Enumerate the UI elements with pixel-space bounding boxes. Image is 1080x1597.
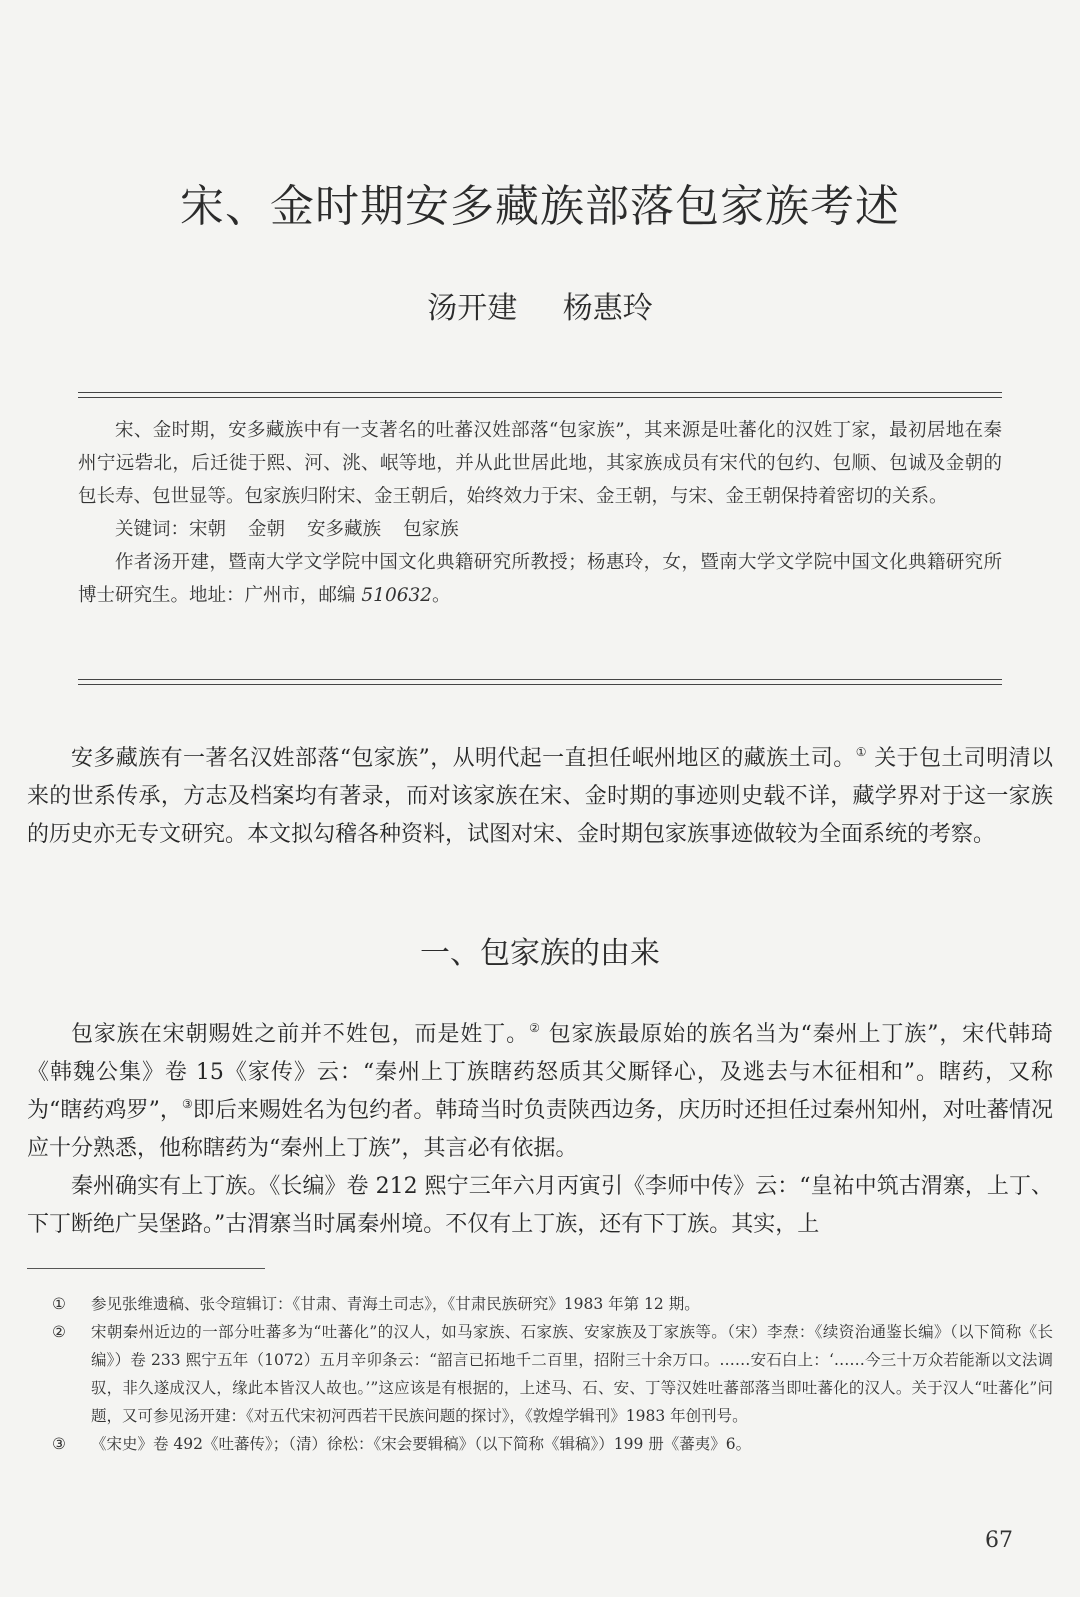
- author-name: 杨惠玲: [562, 291, 653, 326]
- text-run: 包家族最原始的族名当为“秦州上丁族”，宋代韩琦《韩魏公集》卷 15《家传》云：“秦州上丁族瞎药怒质其父厮铎心，及逃去与木征相和”。瞎药，又称为“瞎药鸡罗”，: [27, 1022, 1053, 1123]
- footnote-ref: ③: [181, 1097, 193, 1111]
- keywords-line: [78, 513, 1002, 546]
- text-run: 关于包土司明清以来的世系传承，方志及档案均有著录，而对该家族在宋、金时期的事迹则史载不详，藏学界对于这一家族的历史亦无专文研究。本文拟勾稽各种资料，试图对宋、金时期包家族事迹做较为全面系统的考察。: [27, 746, 1053, 847]
- abstract-top-rule: [78, 392, 1002, 398]
- keyword: 金朝: [248, 519, 286, 540]
- footnote: [27, 1430, 1053, 1458]
- footnote-text: 《宋史》卷 492《吐蕃传》；（清）徐松：《宋会要辑稿》（以下简称《辑稿》）199 册《蕃夷》6。: [91, 1435, 752, 1453]
- keyword: 宋朝: [189, 519, 227, 540]
- abstract-bottom-rule: [78, 679, 1002, 685]
- footnotes: [27, 1290, 1053, 1458]
- text-run: 安多藏族有一著名汉姓部落“包家族”，从明代起一直担任岷州地区的藏族土司。: [71, 746, 856, 771]
- postal-code: 510632: [361, 585, 433, 606]
- footnote: [27, 1318, 1053, 1430]
- author-info-end: 。: [432, 585, 451, 606]
- footnote-ref: ②: [529, 1021, 541, 1035]
- author-info-text: 作者汤开建，暨南大学文学院中国文化典籍研究所教授；杨惠玲，女，暨南大学文学院中国文化典籍研究所博士研究生。地址：广州市，邮编: [78, 552, 1002, 606]
- footnote-ref: ①: [855, 745, 867, 759]
- keyword: 安多藏族: [307, 519, 382, 540]
- body-paragraph: 秦州确实有上丁族。《长编》卷 212 熙宁三年六月丙寅引《李师中传》云：“皇祐中筑古渭寨，上丁、下丁断绝广吴堡路。”古渭寨当时属秦州境。不仅有上丁族，还有下丁族。其实，上: [27, 1174, 1053, 1237]
- text-run: 即后来赐姓名为包约者。韩琦当时负责陕西边务，庆历时还担任过秦州知州，对吐蕃情况应十分熟悉，他称瞎药为“秦州上丁族”，其言必有依据。: [27, 1098, 1053, 1161]
- author-name: 汤开建: [427, 291, 518, 326]
- keywords-label: 关键词：: [115, 519, 190, 540]
- page-number: 67: [985, 1528, 1013, 1553]
- footnote-mark: ③: [52, 1435, 66, 1453]
- footnote-separator: [27, 1268, 265, 1269]
- footnote-text: 宋朝秦州近边的一部分吐蕃多为“吐蕃化”的汉人，如马家族、石家族、安家族及丁家族等。（宋）李焘：《续资治通鉴长编》（以下简称《长编》）卷 233 熙宁五年（1072）五月辛卯条云：“韶言已拓地千二百里，招附三十余万口。……安石白上：‘……今三十万众若能渐以文法调驭，非久遂成汉人，缘此本皆汉人故也。’”这应该是有根据的，上述马、石、安、丁等汉姓吐蕃部落当即吐蕃化的汉人。关于汉人“吐蕃化”问题，又可参见汤开建：《对五代宋初河西若干民族问题的探讨》，《敦煌学辑刊》1983 年创刊号。: [91, 1323, 1053, 1425]
- footnote-mark: ②: [52, 1323, 66, 1341]
- author-info: [78, 546, 1002, 612]
- footnote: [27, 1290, 1053, 1318]
- section-heading: 一、包家族的由来: [420, 936, 660, 971]
- text-run: 包家族在宋朝赐姓之前并不姓包，而是姓丁。: [71, 1022, 530, 1047]
- intro-paragraph: [27, 740, 1053, 854]
- keyword: 包家族: [403, 519, 459, 540]
- abstract-block: [78, 414, 1002, 612]
- body-paragraph: [27, 1016, 1053, 1168]
- intro-section: [27, 740, 1053, 854]
- abstract-summary: 宋、金时期，安多藏族中有一支著名的吐蕃汉姓部落“包家族”，其来源是吐蕃化的汉姓丁家，最初居地在秦州宁远砦北，后迁徙于熙、河、洮、岷等地，并从此世居此地，其家族成员有宋代的包约、包顺、包诚及金朝的包长寿、包世显等。包家族归附宋、金王朝后，始终效力于宋、金王朝，与宋、金王朝保持着密切的关系。: [78, 420, 1002, 507]
- footnote-text: 参见张维遗稿、张令瑄辑订：《甘肃、青海土司志》，《甘肃民族研究》1983 年第 12 期。: [91, 1295, 700, 1313]
- author-list: [0, 283, 1080, 327]
- section1-body: [27, 1016, 1053, 1244]
- footnote-mark: ①: [52, 1295, 66, 1313]
- paper-title: 宋、金时期安多藏族部落包家族考述: [180, 181, 900, 232]
